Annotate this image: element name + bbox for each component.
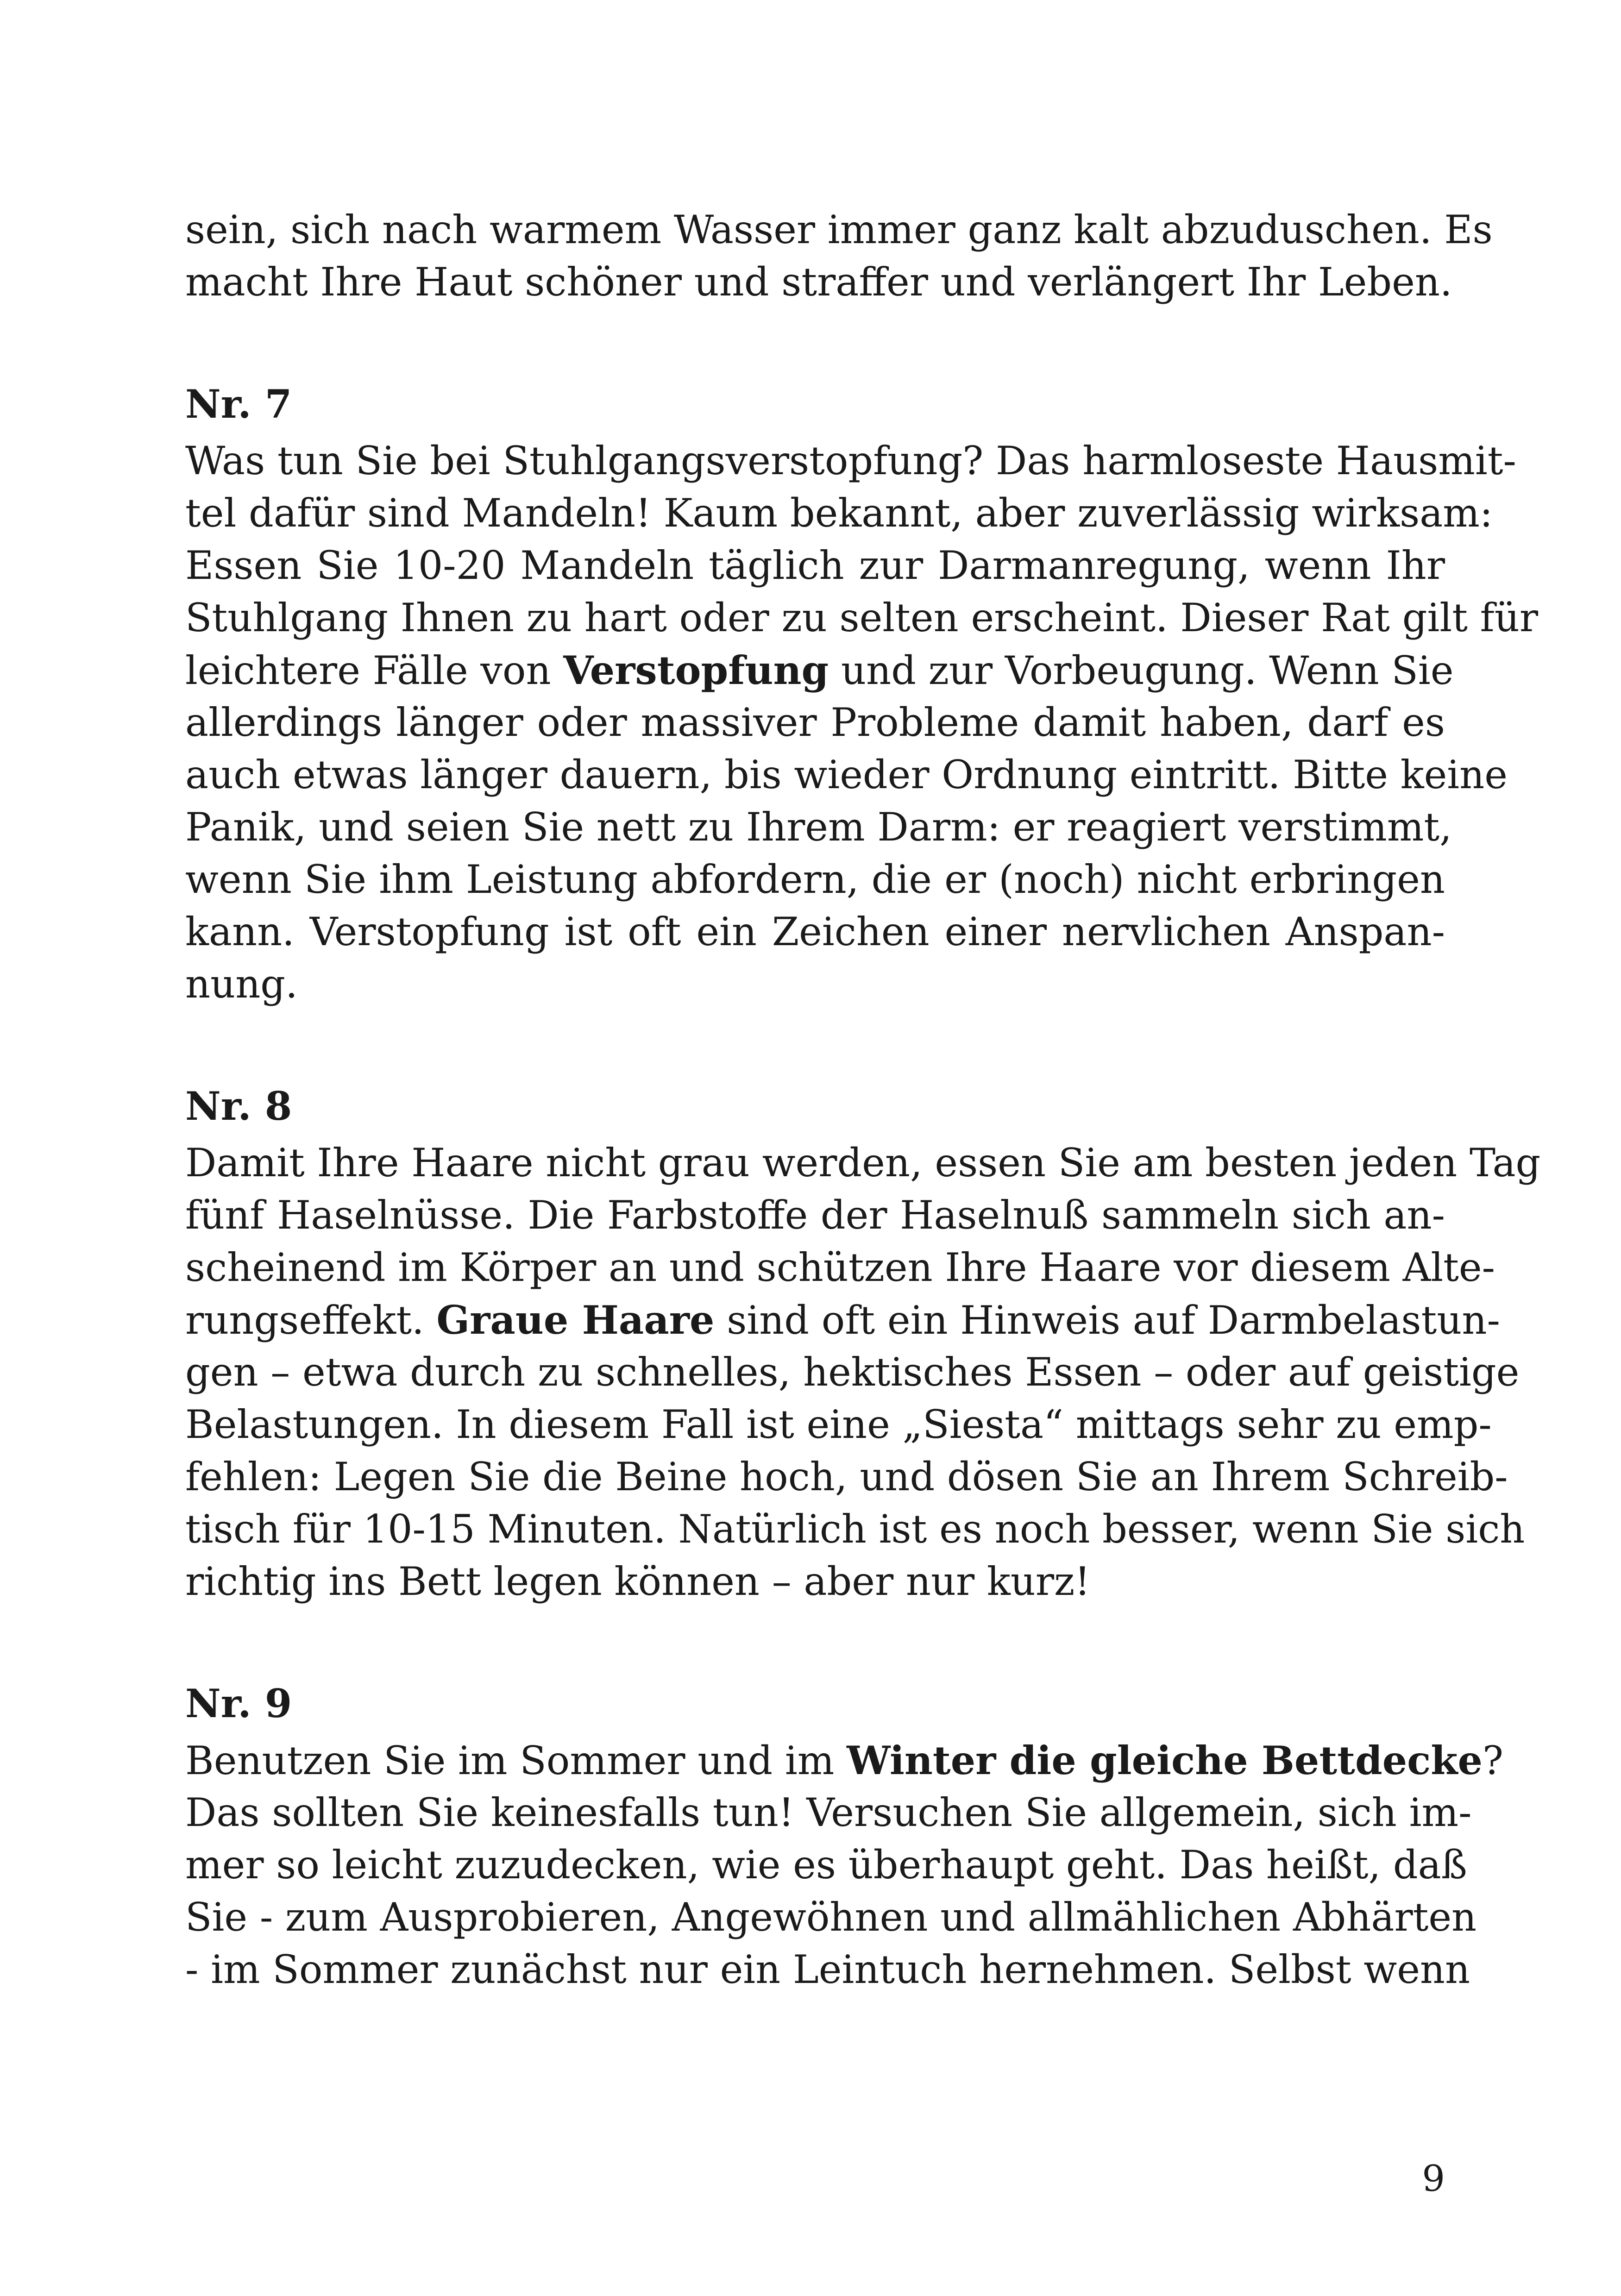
text-run: ?	[1482, 1738, 1503, 1783]
text-line	[185, 644, 1454, 696]
section-heading: Nr. 7	[185, 381, 292, 427]
bold-term-verstopfung: Verstopfung	[563, 647, 829, 693]
text-line: mer so leicht zuzudecken, wie es überhaupt geht. Das heißt, daß	[185, 1842, 1467, 1888]
section-heading: Nr. 9	[185, 1681, 292, 1726]
text-line: gen – etwa durch zu schnelles, hektisches Essen – oder auf geistige	[185, 1349, 1520, 1395]
page-body	[185, 204, 1541, 1996]
text-line: Belastungen. In diesem Fall ist eine „Siesta“ mittags sehr zu emp-	[185, 1402, 1492, 1447]
text-line: scheinend im Körper an und schützen Ihre Haare vor diesem Alte-	[185, 1245, 1495, 1290]
text-run: Benutzen Sie im Sommer und im	[185, 1738, 847, 1783]
text-line: wenn Sie ihm Leistung abfordern, die er (noch) nicht erbringen	[185, 857, 1445, 902]
text-run: rungseffekt.	[185, 1298, 437, 1343]
text-line	[185, 1734, 1503, 1787]
bold-term-bettdecke: Winter die gleiche Bettdecke	[847, 1738, 1483, 1783]
text-line: auch etwas länger dauern, bis wieder Ordnung eintritt. Bitte keine	[185, 752, 1508, 797]
text-line: richtig ins Bett legen können – aber nur kurz!	[185, 1559, 1091, 1604]
text-line: Panik, und seien Sie nett zu Ihrem Darm: er reagiert verstimmt,	[185, 804, 1452, 850]
text-line: - im Sommer zunächst nur ein Leintuch hernehmen. Selbst wenn	[185, 1947, 1470, 1992]
text-line: Was tun Sie bei Stuhlgangsverstopfung? Das harmloseste Hausmit-	[185, 438, 1516, 483]
text-line: kann. Verstopfung ist oft ein Zeichen einer nervlichen Anspan-	[185, 909, 1445, 954]
section-heading: Nr. 8	[185, 1083, 292, 1129]
text-line: Das sollten Sie keinesfalls tun! Versuchen Sie allgemein, sich im-	[185, 1790, 1472, 1835]
text-line: tisch für 10-15 Minuten. Natürlich ist es noch besser, wenn Sie sich	[185, 1506, 1525, 1552]
section-nr-8	[185, 1080, 1541, 1608]
section-nr-9	[185, 1677, 1503, 1996]
text-line: Essen Sie 10-20 Mandeln täglich zur Darmanregung, wenn Ihr	[185, 543, 1445, 588]
text-run: sind oft ein Hinweis auf Darmbelastun-	[714, 1298, 1500, 1343]
text-line: nung.	[185, 961, 298, 1007]
page-number: 9	[1422, 2158, 1445, 2200]
text-line: allerdings länger oder massiver Probleme damit haben, darf es	[185, 700, 1445, 745]
text-run: und zur Vorbeugung. Wenn Sie	[829, 648, 1454, 693]
text-line	[185, 1294, 1500, 1346]
section-nr-7	[185, 378, 1539, 1010]
text-run: leichtere Fälle von	[185, 648, 564, 693]
text-line: fehlen: Legen Sie die Beine hoch, und dösen Sie an Ihrem Schreib-	[185, 1454, 1508, 1499]
text-line: Damit Ihre Haare nicht grau werden, essen Sie am besten jeden Tag	[185, 1140, 1541, 1186]
bold-term-graue-haare: Graue Haare	[436, 1297, 715, 1343]
text-line: tel dafür sind Mandeln! Kaum bekannt, aber zuverlässig wirksam:	[185, 490, 1493, 536]
text-line: Stuhlgang Ihnen zu hart oder zu selten erscheint. Dieser Rat gilt für	[185, 595, 1539, 640]
text-line: sein, sich nach warmem Wasser immer ganz kalt abzuduschen. Es	[185, 207, 1493, 252]
intro-paragraph	[185, 204, 1493, 308]
text-line: macht Ihre Haut schöner und straffer und verlängert Ihr Leben.	[185, 259, 1452, 305]
text-line: fünf Haselnüsse. Die Farbstoffe der Haselnuß sammeln sich an-	[185, 1192, 1445, 1238]
text-line: Sie - zum Ausprobieren, Angewöhnen und allmählichen Abhärten	[185, 1895, 1477, 1940]
